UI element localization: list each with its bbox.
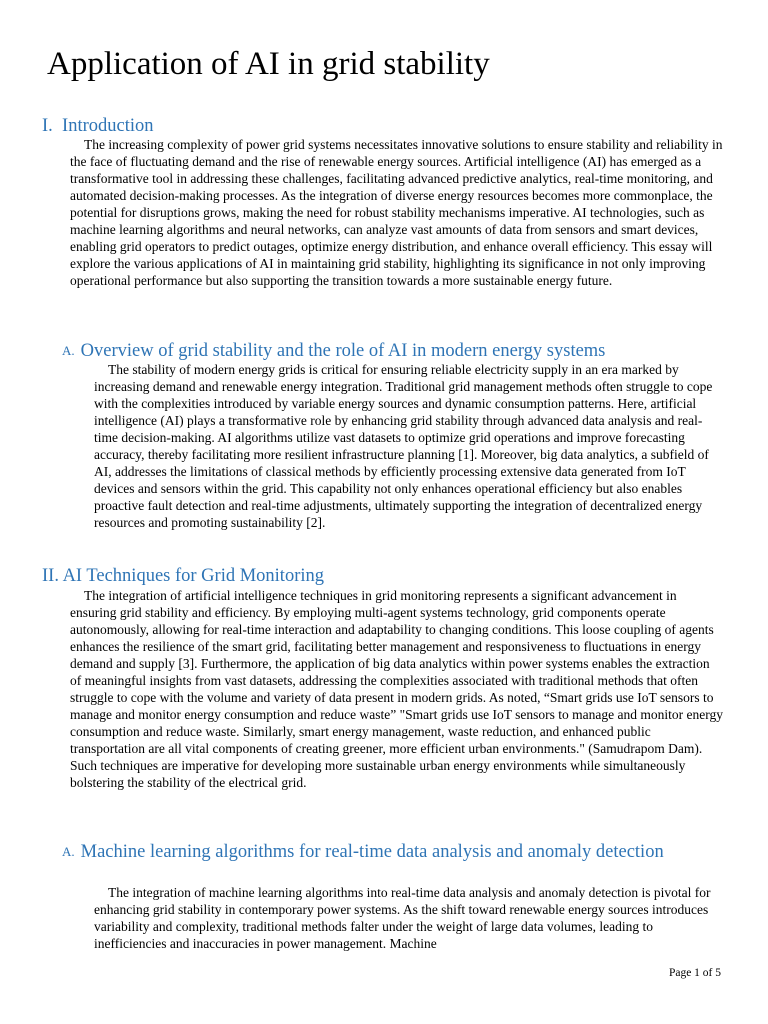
introduction-paragraph: The increasing complexity of power grid systems necessitates innovative solutions to ensure stability and reliability in the face of fluctuating demand and the rise of renewable energy sources. Artificial intelligence (AI) has emerged as a transformative tool in addressing these challenges, facilitating advanced predictive analytics, real-time monitoring, and automated decision-making processes. As the integration of diverse energy resources becomes more commonplace, the potential for disruptions grows, making the need for robust stability mechanisms imperative. AI technologies, such as machine learning algorithms and neural networks, can analyze vast amounts of data from sensors and smart devices, enabling grid operators to predict outages, optimize energy distribution, and enhance overall efficiency. This essay will explore the various applications of AI in maintaining grid stability, highlighting its significance in not only improving operational performance but also supporting the transition towards a more sustainable energy future. [70,137,723,288]
overview-paragraph: The stability of modern energy grids is critical for ensuring reliable electricity supply in an era marked by increasing demand and renewable energy integration. Traditional grid management methods often struggle to cope with the complexities introduced by variable energy sources and dynamic consumption patterns. Here, artificial intelligence (AI) plays a transformative role by enhancing grid stability through advanced data analysis and real-time decision-making. AI algorithms utilize vast datasets to optimize grid operations and improve forecasting accuracy, thereby facilitating more resilient infrastructure planning [1]. Moreover, big data analytics, a subfield of AI, addresses the limitations of classical methods by efficiently processing extensive data generated from IoT devices and sensors within the grid. This capability not only enhances operational efficiency but also enables proactive fault detection and real-time adjustments, ultimately supporting the integration of decentralized energy resources and promoting sustainability [2]. [94,362,713,530]
subsection-heading-machine-learning [62,841,682,863]
subsection-title: Overview of grid stability and the role of AI in modern energy systems [80,341,606,361]
subsection-number: A. [62,343,75,358]
section-number: I. [42,116,53,136]
section-title: AI Techniques for Grid Monitoring [62,566,324,586]
section-number: II. [42,566,59,586]
section-heading-introduction [42,115,154,137]
section-heading-ai-techniques [42,565,324,587]
document-title: Application of AI in grid stability [47,46,490,82]
page-number: Page 1 of 5 [668,967,721,979]
subsection-heading-overview [62,340,605,362]
ai-techniques-paragraph: The integration of artificial intelligence techniques in grid monitoring represents a significant advancement in ensuring grid stability and efficiency. By employing multi-agent systems technology, grid components operate autonomously, allowing for real-time interaction and adaptability to changing conditions. This loose coupling of agents enhances the resilience of the smart grid, facilitating better management and responsiveness to fluctuations in energy demand and supply [3]. Furthermore, the application of big data analytics within power systems enables the extraction of meaningful insights from vast datasets, addressing the complexities associated with traditional methods that often struggle to cope with the volume and variety of data present in modern grids. As noted, “Smart grids use IoT sensors to manage and monitor energy consumption and reduce waste” "Smart grids use IoT sensors to manage and monitor energy consumption and reduce waste. Similarly, smart energy management, waste reduction, and enhanced public transportation are all vital components of creating greener, more efficient urban environments." (Samudrapom Dam). Such techniques are imperative for developing more sustainable urban energy environments while simultaneously bolstering the stability of the electrical grid. [70,588,723,790]
machine-learning-paragraph: The integration of machine learning algorithms into real-time data analysis and anomaly detection is pivotal for enhancing grid stability in contemporary power systems. As the shift toward renewable energy sources introduces variability and complexity, traditional methods falter under the weight of large data volumes, leading to inefficiencies and inaccuracies in power management. Machine [94,885,711,951]
section-title: Introduction [62,116,154,136]
subsection-number: A. [62,844,75,859]
subsection-title: Machine learning algorithms for real-time data analysis and anomaly detection [80,842,664,862]
